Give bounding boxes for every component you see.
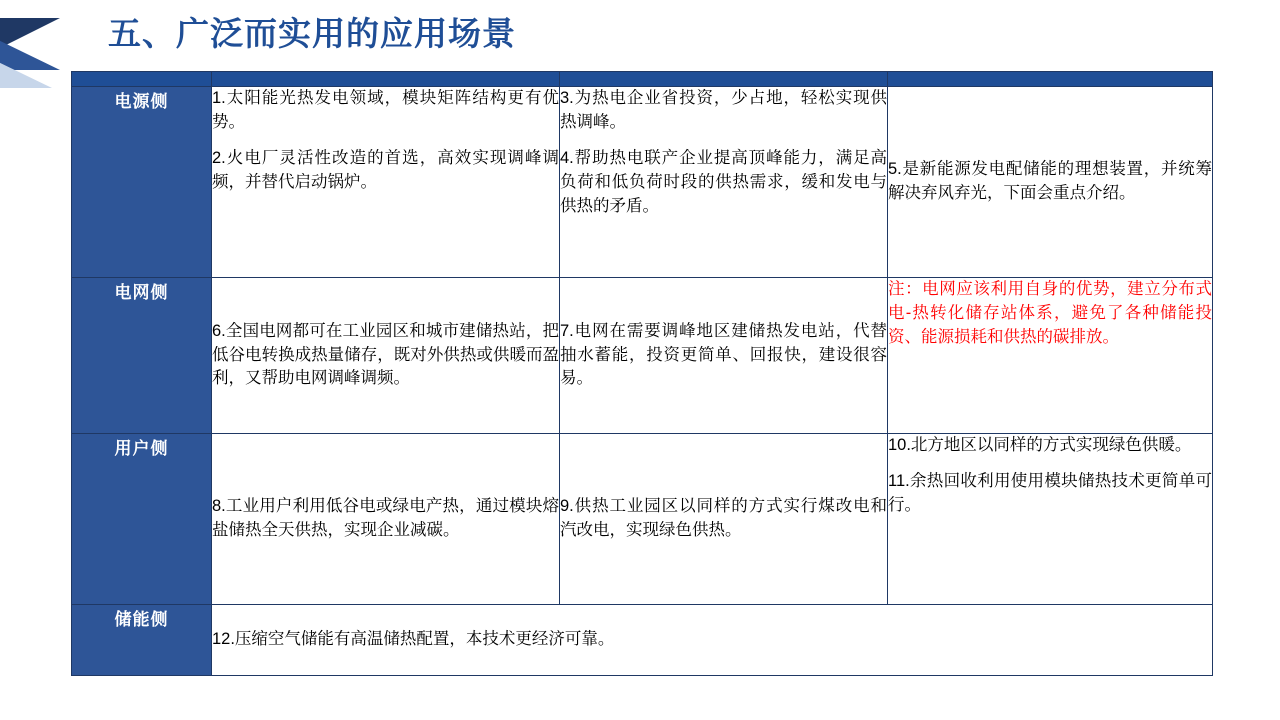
table-cell	[212, 278, 560, 434]
cell-paragraph: 4.帮助热电联产企业提高顶峰能力，满足高负荷和低负荷时段的供热需求，缓和发电与供热的矛盾。	[560, 148, 887, 215]
application-scenarios-table-wrapper	[71, 71, 1212, 676]
table-row	[72, 87, 1213, 278]
header-cell	[72, 72, 212, 87]
table-cell	[212, 434, 560, 605]
table-cell-note	[888, 278, 1213, 434]
page-title: 五、广泛而实用的应用场景	[108, 14, 516, 53]
table-cell	[888, 87, 1213, 278]
cell-paragraph: 6.全国电网都可在工业园区和城市建储热站，把低谷电转换成热量储存，既对外供热或供暖而盈利，又帮助电网调峰调频。	[212, 321, 559, 388]
table-row	[72, 278, 1213, 434]
header-cell	[560, 72, 888, 87]
header-cell	[212, 72, 560, 87]
table-row	[72, 434, 1213, 605]
cell-paragraph: 8.工业用户利用低谷电或绿电产热，通过模块熔盐储热全天供热，实现企业减碳。	[212, 497, 559, 539]
row-label-2: 电网侧	[72, 278, 212, 434]
cell-paragraph: 11.余热回收利用使用模块储热技术更简单可行。	[888, 471, 1212, 514]
header-cell	[888, 72, 1213, 87]
cell-paragraph: 7.电网在需要调峰地区建储热发电站，代替抽水蓄能，投资更简单、回报快，建设很容易。	[560, 321, 887, 388]
cell-paragraph: 3.为热电企业省投资，少占地，轻松实现供热调峰。	[560, 89, 887, 131]
table-cell	[560, 434, 888, 605]
table-cell	[560, 278, 888, 434]
cell-paragraph: 10.北方地区以同样的方式实现绿色供暖。	[888, 436, 1192, 454]
cell-paragraph: 1.太阳能光热发电领域，模块矩阵结构更有优势。	[212, 89, 559, 131]
cell-paragraph: 12.压缩空气储能有高温储热配置，本技术更经济可靠。	[212, 630, 615, 649]
table-cell	[888, 434, 1213, 605]
table-cell	[212, 605, 1213, 676]
table-cell	[212, 87, 560, 278]
flag-shape-light	[0, 58, 52, 88]
row-label-4: 储能侧	[72, 605, 212, 676]
table-cell	[560, 87, 888, 278]
row-label-1: 电源侧	[72, 87, 212, 278]
cell-paragraph: 2.火电厂灵活性改造的首选，高效实现调峰调频，并替代启动锅炉。	[212, 148, 559, 191]
table-row	[72, 605, 1213, 676]
table-header-row	[72, 72, 1213, 87]
cell-paragraph: 5.是新能源发电配储能的理想装置，并统筹解决弃风弃光，下面会重点介绍。	[888, 160, 1212, 202]
cell-paragraph: 9.供热工业园区以同样的方式实行煤改电和汽改电，实现绿色供热。	[560, 497, 887, 539]
application-scenarios-table	[71, 71, 1213, 676]
row-label-3: 用户侧	[72, 434, 212, 605]
cell-paragraph: 注：电网应该利用自身的优势，建立分布式电-热转化储存站体系，避免了各种储能投资、能源损耗和供热的碳排放。	[888, 280, 1212, 346]
